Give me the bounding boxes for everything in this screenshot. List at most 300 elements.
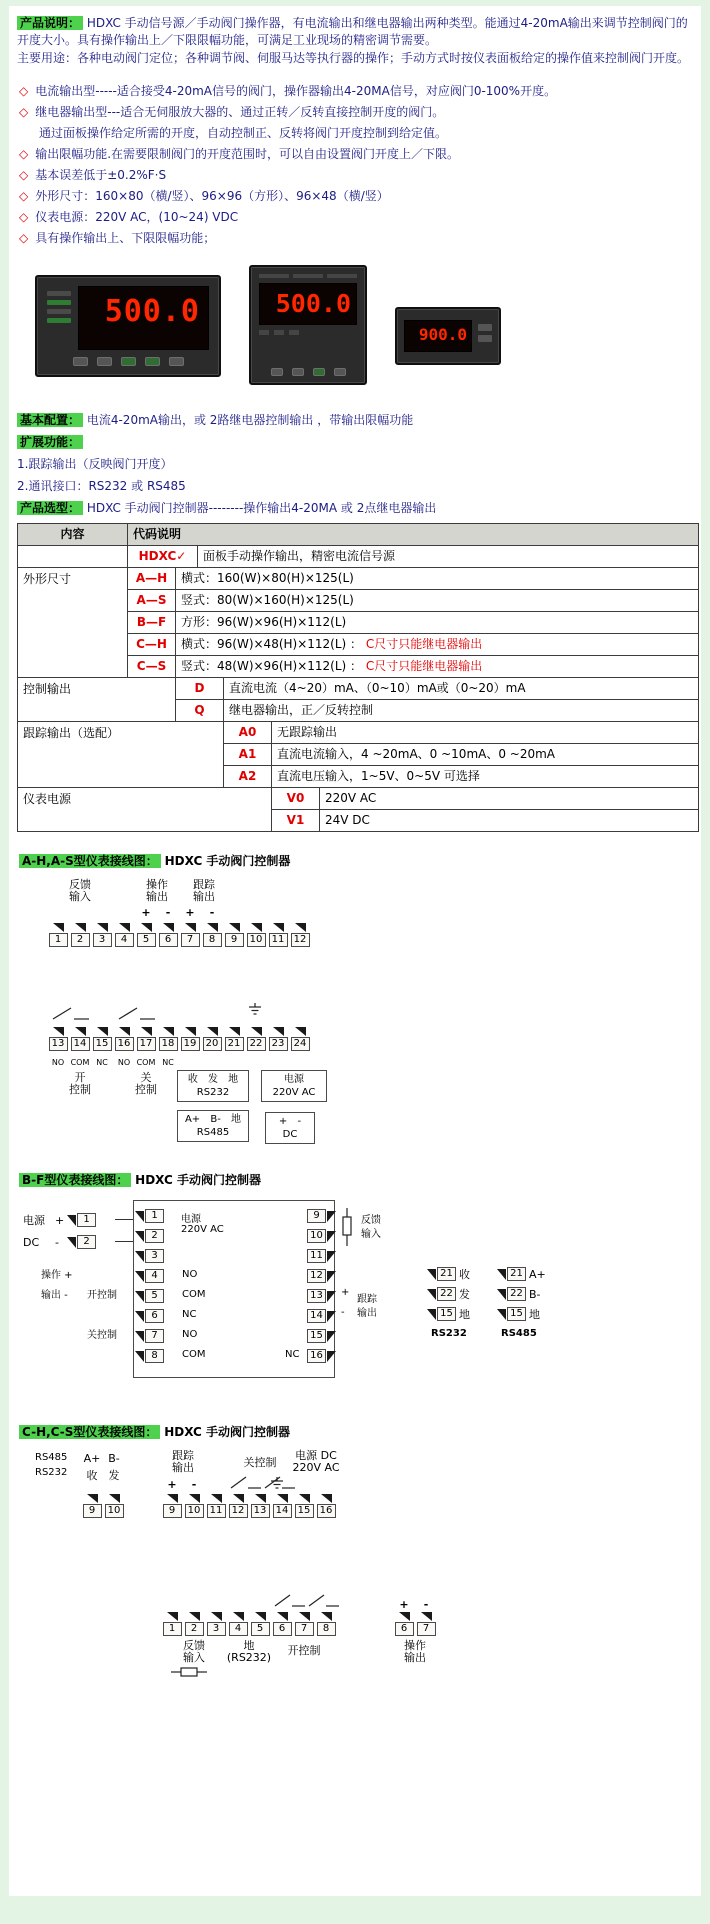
terminal: 12: [227, 1494, 249, 1518]
rs232-title: RS232: [431, 1328, 467, 1339]
lug-icon: [321, 1494, 332, 1503]
feature-text: 继电器输出型---适合无伺服放大器的、通过正转／反转直接控制开度的阀门。: [35, 105, 445, 119]
configuration-section: [17, 409, 697, 519]
terminal-strip-9-16: [161, 1494, 337, 1518]
terminal: 7: [179, 923, 201, 947]
terminal: 9: [161, 1494, 183, 1518]
rs232-ground-label: 地 (RS232): [226, 1639, 272, 1664]
open-control-label: 开 控制: [69, 1071, 91, 1096]
lug-icon: [109, 1494, 120, 1503]
extended-function-item: 1.跟踪输出（反映阀门开度）: [17, 457, 173, 471]
power-dc-label: DC: [23, 1235, 40, 1249]
group-label-track: 跟踪输出（选配）: [18, 722, 224, 788]
terminal: 6: [271, 1612, 293, 1636]
product-selection-line: [17, 497, 697, 519]
table-row: A2 直流电压输入，1~5V、0~5V 可选择: [224, 766, 698, 788]
lug-icon: [189, 1612, 200, 1621]
terminal: 20: [201, 1027, 223, 1051]
selection-table: [17, 523, 699, 832]
lug-icon: [135, 1211, 144, 1222]
terminal-row: 4: [135, 1266, 164, 1286]
terminal: 7: [415, 1612, 437, 1636]
lug-icon: [273, 1027, 284, 1036]
plus-sign: +: [55, 1213, 65, 1227]
terminal: 4: [113, 923, 135, 947]
lug-icon: [299, 1494, 310, 1503]
terminal: 8: [315, 1612, 337, 1636]
rs485-pin-row: 22 B-: [497, 1284, 541, 1304]
minus-sign: -: [209, 906, 215, 919]
terminal-row: 13: [307, 1286, 336, 1306]
terminal-row: 1: [135, 1206, 164, 1226]
table-row-hdxc: [18, 546, 698, 568]
lug-icon: [211, 1494, 222, 1503]
lug-icon: [163, 923, 174, 932]
diamond-icon: ◇: [19, 168, 29, 182]
terminal: 10: [245, 923, 267, 947]
operate-minus-label: 输出 -: [41, 1290, 68, 1301]
meter-display-value: 900.0: [404, 320, 472, 352]
terminal: 18: [157, 1027, 179, 1051]
lug-icon: [135, 1271, 144, 1282]
lug-icon: [295, 923, 306, 932]
power-label: 电源 DC 220V AC: [292, 1449, 340, 1474]
feedback-input-label: 反馈 输入: [183, 1639, 205, 1664]
extended-functions-label: 扩展功能：: [17, 435, 83, 449]
terminal: 14: [271, 1494, 293, 1518]
meter-indicator-leds: [47, 286, 71, 350]
lug-icon: [233, 1612, 244, 1621]
feature-item: [19, 165, 697, 186]
minus-sign: -: [423, 1598, 429, 1611]
empty-cell: [18, 546, 128, 568]
diagram-a-heading: [19, 852, 697, 869]
lug-icon: [277, 1494, 288, 1503]
lug-icon: [497, 1269, 506, 1280]
feature-item: [19, 228, 697, 249]
diagram-b-heading: [19, 1171, 697, 1188]
ground-icon: [270, 1477, 284, 1490]
lug-icon: [229, 1027, 240, 1036]
rs232-label: RS232: [35, 1467, 68, 1478]
diagram-a-label: A-H,A-S型仪表接线图：: [19, 854, 161, 868]
feature-item: [19, 81, 697, 102]
terminal: 15: [91, 1027, 113, 1051]
wiring-diagram-c: [33, 1450, 697, 1690]
operate-output-terminals: [393, 1612, 437, 1636]
switch-icon: [307, 1592, 341, 1608]
product-description-label: 产品说明：: [17, 16, 83, 30]
extended-function-item: 2.通讯接口：RS232 或 RS485: [17, 479, 186, 493]
lug-icon: [141, 1027, 152, 1036]
terminal-row: 10: [307, 1226, 336, 1246]
feedback-input-label: 反馈 输入: [69, 878, 91, 903]
header-code-desc: 代码说明: [128, 524, 698, 546]
track-output-label: 跟踪 输出: [193, 878, 215, 903]
terminal: 22: [245, 1027, 267, 1051]
table-group-control-output: [18, 678, 698, 722]
switch-icon: [273, 1592, 307, 1608]
minus-sign: -: [165, 906, 171, 919]
lug-icon: [251, 1027, 262, 1036]
contact-label-nc: NC: [162, 1058, 174, 1067]
switch-icon: [229, 1474, 263, 1490]
lug-icon: [67, 1215, 76, 1226]
lug-icon: [327, 1351, 336, 1362]
terminal: 1: [161, 1612, 183, 1636]
terminal: 6: [393, 1612, 415, 1636]
table-row: V1 24V DC: [272, 810, 698, 832]
product-selection-label: 产品选型：: [17, 501, 83, 515]
document-page: [9, 6, 701, 1896]
terminal: 10: [103, 1494, 125, 1518]
terminal: 21: [223, 1027, 245, 1051]
open-control-label: 开控制: [287, 1644, 321, 1657]
contact-label-no: NO: [182, 1269, 198, 1280]
lug-icon: [185, 1027, 196, 1036]
lug-icon: [97, 923, 108, 932]
rs232-rx-label: 收: [86, 1469, 98, 1482]
track-output-label: 输出: [357, 1308, 377, 1319]
contact-label-no: NO: [117, 1058, 131, 1067]
rs232-pin-row: 22 发: [427, 1284, 470, 1304]
basic-config-text: 电流4-20mA输出，或 2路继电器控制输出 ，带输出限幅功能: [86, 413, 414, 427]
feature-text: 电流输出型-----适合接受4-20mA信号的阀门，操作器输出4-20MA信号，对应阀门0-100%开度。: [35, 84, 557, 98]
wire: [115, 1219, 133, 1220]
contact-label-com: COM: [182, 1289, 206, 1300]
contact-label-nc: NC: [285, 1349, 300, 1360]
feature-text: 外形尺寸：160×80（横/竖）、96×96（方形）、96×48（横/竖）: [35, 189, 389, 203]
lug-icon: [167, 1612, 178, 1621]
table-row: B—F 方形：96(W)×96(H)×112(L): [128, 612, 698, 634]
plus-sign: +: [141, 906, 151, 919]
table-row: Q 继电器输出，正／反转控制: [176, 700, 698, 722]
terminal-row: 14: [307, 1306, 336, 1326]
terminal: 6: [157, 923, 179, 947]
table-header-row: [18, 524, 698, 546]
terminal-strip-13-24: [47, 1027, 311, 1051]
feedback-input-label: 反馈: [361, 1215, 381, 1226]
rs232-pin-row: 15 地: [427, 1304, 470, 1324]
lug-icon: [229, 923, 240, 932]
diagram-c-heading: [19, 1423, 697, 1440]
table-row: A0 无跟踪输出: [224, 722, 698, 744]
feature-item: [19, 123, 697, 144]
feature-text: 具有操作输出上、下限限幅功能；: [35, 231, 216, 245]
meter-photo-small-horizontal: [395, 307, 501, 365]
basic-config-line: [17, 409, 697, 431]
terminal: 24: [289, 1027, 311, 1051]
table-row: D 直流电流（4~20）mA、（0~10）mA或（0~20）mA: [176, 678, 698, 700]
lug-icon: [277, 1612, 288, 1621]
terminal: 7: [293, 1612, 315, 1636]
contact-label-nc: NC: [182, 1309, 197, 1320]
resistor-icon: [171, 1667, 207, 1677]
lug-icon: [211, 1612, 222, 1621]
plus-sign: +: [341, 1287, 350, 1298]
operate-plus-label: 操作 +: [41, 1270, 73, 1281]
lug-icon: [135, 1351, 144, 1362]
diamond-icon: ◇: [19, 84, 29, 98]
terminal-row: 6: [135, 1306, 164, 1326]
contact-label-no: NO: [182, 1329, 198, 1340]
lug-icon: [327, 1291, 336, 1302]
lug-icon: [189, 1494, 200, 1503]
terminal: 5: [249, 1612, 271, 1636]
lug-icon: [327, 1271, 336, 1282]
switch-icon: [51, 1005, 91, 1021]
rs485-pin-row: 15 地: [497, 1304, 540, 1324]
feature-item: [19, 207, 697, 228]
contact-label-com: COM: [70, 1058, 90, 1067]
terminal: 23: [267, 1027, 289, 1051]
lug-icon: [75, 923, 86, 932]
lug-icon: [67, 1237, 76, 1248]
rs485-box: A+ B- 地 RS485: [177, 1110, 249, 1142]
hdxc-desc: 面板手动操作输出，精密电流信号源: [198, 546, 698, 568]
terminal: 9: [81, 1494, 103, 1518]
terminal-strip-1-12: [47, 923, 311, 947]
feature-item: [19, 102, 697, 123]
lug-icon: [327, 1331, 336, 1342]
terminal-row: 15: [307, 1326, 336, 1346]
feature-item: [19, 186, 697, 207]
terminal: 9: [223, 923, 245, 947]
wiring-diagram-b: [19, 1198, 579, 1403]
lug-icon: [119, 1027, 130, 1036]
contact-label-com: COM: [182, 1349, 206, 1360]
lug-icon: [255, 1494, 266, 1503]
diamond-icon: ◇: [19, 189, 29, 203]
group-label-power: 仪表电源: [18, 788, 272, 832]
meter-display-value: 500.0: [259, 283, 357, 325]
terminal: 10: [183, 1494, 205, 1518]
product-selection-text: HDXC 手动阀门控制器--------操作输出4-20MA 或 2点继电器输出: [86, 501, 437, 515]
track-output-label: 跟踪: [357, 1294, 377, 1305]
terminal: 19: [179, 1027, 201, 1051]
terminal-row: 11: [307, 1246, 336, 1266]
contact-label-com: COM: [136, 1058, 156, 1067]
terminal: 16: [315, 1494, 337, 1518]
diamond-icon: ◇: [19, 231, 29, 245]
feature-text: 通过面板操作给定所需的开度，自动控制正、反转将阀门开度控制到给定值。: [39, 126, 448, 140]
plus-sign: +: [185, 906, 195, 919]
rs485-title: RS485: [501, 1328, 537, 1339]
lug-icon: [421, 1612, 432, 1621]
lug-icon: [87, 1494, 98, 1503]
lug-icon: [207, 1027, 218, 1036]
operate-output-label: 操作 输出: [404, 1639, 426, 1664]
terminal: 1: [77, 1213, 96, 1227]
rs232-box: 收 发 地 RS232: [177, 1070, 249, 1102]
lug-icon: [295, 1027, 306, 1036]
minus-sign: -: [55, 1235, 59, 1249]
lug-icon: [497, 1289, 506, 1300]
basic-config-label: 基本配置：: [17, 413, 83, 427]
terminal: 12: [289, 923, 311, 947]
product-description: [17, 15, 697, 49]
ac-power-box: 电源 220V AC: [261, 1070, 327, 1102]
lug-icon: [427, 1269, 436, 1280]
lug-icon: [135, 1331, 144, 1342]
lug-icon: [497, 1309, 506, 1320]
group-label-control: 控制输出: [18, 678, 176, 722]
diamond-icon: ◇: [19, 147, 29, 161]
main-usage-text: 主要用途：各种电动阀门定位；各种调节阀、伺服马达等执行器的操作；手动方式时按仪表面板给定的操作值来控制阀门开度。: [17, 51, 690, 65]
terminal-row: 9: [307, 1206, 336, 1226]
feedback-input-label: 输入: [361, 1229, 381, 1240]
feature-item: [19, 144, 697, 165]
feature-text: 仪表电源：220V AC，(10~24) VDC: [35, 210, 239, 224]
ext-power-row-minus: [23, 1232, 96, 1252]
terminal: 4: [227, 1612, 249, 1636]
lug-icon: [135, 1291, 144, 1302]
track-output-label: 跟踪 输出: [172, 1449, 194, 1474]
lug-icon: [427, 1309, 436, 1320]
lug-icon: [399, 1612, 410, 1621]
feature-text: 基本误差低于±0.2%F·S: [35, 168, 167, 182]
lug-icon: [273, 923, 284, 932]
lug-icon: [135, 1231, 144, 1242]
contact-label-no: NO: [51, 1058, 65, 1067]
terminal: 13: [249, 1494, 271, 1518]
feature-text: 输出限幅功能.在需要限制阀门的开度范围时，可以自由设置阀门开度上／下限。: [35, 147, 460, 161]
meter-display-value: 500.0: [78, 286, 209, 350]
terminal: 13: [47, 1027, 69, 1051]
terminal: 15: [293, 1494, 315, 1518]
meter-front-buttons: [259, 368, 357, 376]
group-label-size: 外形尺寸: [18, 568, 128, 678]
table-row: A1 直流电流输入，4 ~20mA、0 ~10mA、0 ~20mA: [224, 744, 698, 766]
terminal-strip-1-8: [161, 1612, 337, 1636]
diamond-icon: ◇: [19, 210, 29, 224]
dc-power-box: + - DC: [265, 1112, 315, 1144]
resistor-icon: [341, 1208, 353, 1248]
terminal: 2: [69, 923, 91, 947]
rs485-b-label: B-: [108, 1452, 120, 1465]
ext-power-row-plus: [23, 1210, 96, 1230]
diagram-a-product: HDXC 手动阀门控制器: [164, 854, 291, 868]
terminal-row: 3: [135, 1246, 164, 1266]
lug-icon: [135, 1311, 144, 1322]
lug-icon: [75, 1027, 86, 1036]
close-control-label: 关 控制: [135, 1071, 157, 1096]
diagram-b-label: B-F型仪表接线图：: [19, 1173, 131, 1187]
lug-icon: [327, 1311, 336, 1322]
meter-indicator-leds: [259, 330, 357, 335]
lug-icon: [321, 1612, 332, 1621]
terminal: 14: [69, 1027, 91, 1051]
hdxc-code: HDXC✓: [128, 546, 198, 568]
minus-sign: -: [191, 1478, 197, 1491]
terminal-row: 5: [135, 1286, 164, 1306]
rs232-tx-label: 发: [108, 1469, 120, 1482]
lug-icon: [207, 923, 218, 932]
terminal-row: 7: [135, 1326, 164, 1346]
rs485-label: RS485: [35, 1452, 68, 1463]
terminal: 5: [135, 923, 157, 947]
header-content: 内容: [18, 524, 128, 546]
rs485-a-label: A+: [83, 1452, 101, 1465]
plus-sign: +: [167, 1478, 177, 1491]
close-control-label: 关控制: [87, 1330, 117, 1341]
terminal: 16: [113, 1027, 135, 1051]
ac-power-label: 220V AC: [181, 1224, 224, 1235]
lug-icon: [251, 923, 262, 932]
lug-icon: [167, 1494, 178, 1503]
meter-front-buttons: [478, 315, 492, 357]
close-control-label: 关控制: [243, 1456, 277, 1469]
diamond-icon: ◇: [19, 105, 29, 119]
terminal: 11: [205, 1494, 227, 1518]
terminal: 17: [135, 1027, 157, 1051]
terminal-row: 12: [307, 1266, 336, 1286]
lug-icon: [163, 1027, 174, 1036]
terminal: 8: [201, 923, 223, 947]
lug-icon: [427, 1289, 436, 1300]
operate-output-label: 操作 输出: [146, 878, 168, 903]
rs485-pin-row: 21 A+: [497, 1264, 546, 1284]
lug-icon: [327, 1251, 336, 1262]
table-group-track-output: [18, 722, 698, 788]
table-row: A—H 横式：160(W)×80(H)×125(L): [128, 568, 698, 590]
wire: [115, 1241, 133, 1242]
terminal: 11: [267, 923, 289, 947]
lug-icon: [53, 1027, 64, 1036]
product-description-text: HDXC 手动信号源／手动阀门操作器，有电流输出和继电器输出两种类型。能通过4-20mA输出来调节控制阀门的开度大小。具有操作输出上／下限限幅功能，可满足工业现场的精密调节需要。: [17, 16, 688, 47]
lug-icon: [119, 923, 130, 932]
plus-sign: +: [399, 1598, 409, 1611]
open-control-label: 开控制: [87, 1290, 117, 1301]
lug-icon: [53, 923, 64, 932]
comm-terminal-strip: [81, 1494, 125, 1518]
table-row: C—S 竖式：48(W)×96(H)×112(L) ： C尺寸只能继电器输出: [128, 656, 698, 678]
terminal-row: 2: [135, 1226, 164, 1246]
diagram-c-product: HDXC 手动阀门控制器: [164, 1425, 291, 1439]
wiring-diagram-a: [33, 879, 697, 1151]
lug-icon: [97, 1027, 108, 1036]
lug-icon: [327, 1211, 336, 1222]
table-group-power: [18, 788, 698, 832]
ac-power-label: 电源: [181, 1214, 201, 1225]
meter-photo-square: [249, 265, 367, 385]
rs232-pin-row: 21 收: [427, 1264, 470, 1284]
ground-icon: [248, 1003, 262, 1016]
lug-icon: [233, 1494, 244, 1503]
power-dc-label: 电源: [23, 1214, 45, 1227]
lug-icon: [327, 1231, 336, 1242]
terminal: 3: [91, 923, 113, 947]
meter-photo-large-horizontal: [35, 275, 221, 377]
terminal: 2: [77, 1235, 96, 1249]
lug-icon: [255, 1612, 266, 1621]
terminal: 1: [47, 923, 69, 947]
minus-sign: -: [341, 1307, 345, 1318]
diagram-c-label: C-H,C-S型仪表接线图：: [19, 1425, 160, 1439]
table-row: C—H 横式：96(W)×48(H)×112(L) ： C尺寸只能继电器输出: [128, 634, 698, 656]
table-row: V0 220V AC: [272, 788, 698, 810]
contact-label-nc: NC: [96, 1058, 108, 1067]
diagram-b-product: HDXC 手动阀门控制器: [135, 1173, 261, 1187]
product-photos: [35, 265, 697, 399]
meter-indicator-leds: [259, 274, 357, 278]
lug-icon: [135, 1251, 144, 1262]
terminal: 3: [205, 1612, 227, 1636]
terminal-row: 16: [307, 1346, 336, 1366]
extended-functions-line: [17, 431, 697, 453]
lug-icon: [141, 923, 152, 932]
feature-list: [19, 81, 697, 249]
